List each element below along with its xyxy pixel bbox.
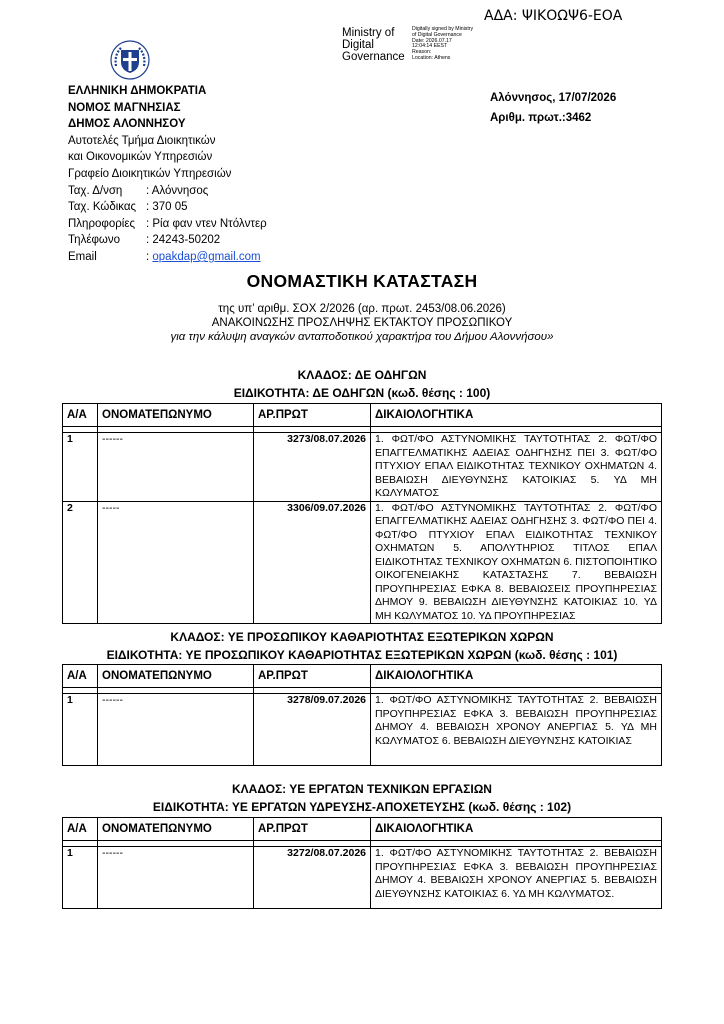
table-row	[63, 501, 662, 624]
table-row	[63, 847, 662, 909]
contact-row	[68, 232, 267, 249]
cell-documents: 1. ΦΩΤ/ΦΟ ΑΣΤΥΝΟΜΙΚΗΣ ΤΑΥΤΟΤΗΤΑΣ 2. ΒΕΒΑΙΩΣΗ ΠΡΟΥΠΗΡΕΣΙΑΣ ΕΦΚΑ 3. ΒΕΒΑΙΩΣΗ ΠΡΟΥΠΗΡΕΣΙΑΣ ΔΗΜΟΥ 4. ΒΕΒΑΙΩΣΗ ΧΡΟΝΟΥ ΑΝΕΡΓΙΑΣ 5. ΥΔ ΜΗ ΚΩΛΥΜΑΤΟΣ 6. ΒΕΒΑΙΩΣΗ ΔΙΕΥΘΥΝΣΗΣ ΚΑΤΟΙΚΙΑΣ	[371, 694, 662, 766]
col-protocol: ΑΡ.ΠΡΩΤ	[254, 404, 371, 427]
contact-row	[68, 183, 267, 200]
col-aa: Α/Α	[63, 818, 98, 841]
digital-signature-details	[412, 27, 473, 62]
section-heading	[0, 628, 724, 664]
col-aa: Α/Α	[63, 404, 98, 427]
candidates-table	[62, 403, 662, 624]
cell-name: -----	[98, 501, 254, 624]
klados-label: ΚΛΑΔΟΣ: ΥΕ ΕΡΓΑΤΩΝ ΤΕΧΝΙΚΩΝ ΕΡΓΑΣΙΩΝ	[232, 782, 492, 796]
ada-code: ΑΔΑ: ΨΙΚΟΩΨ6-ΕΟΑ	[484, 8, 623, 24]
contact-label: Ταχ. Δ/νση	[68, 184, 123, 197]
signature-detail-line: Date: 2026.07.17	[412, 37, 452, 44]
table-row	[63, 694, 662, 766]
document-subtitle	[0, 302, 724, 344]
cell-name: ------	[98, 847, 254, 909]
subtitle-line: ΑΝΑΚΟΙΝΩΣΗΣ ΠΡΟΣΛΗΨΗΣ ΕΚΤΑΚΤΟΥ ΠΡΟΣΩΠΙΚΟΥ	[211, 317, 513, 329]
eidikotita-label: ΕΙΔΙΚΟΤΗΤΑ: ΔΕ ΟΔΗΓΩΝ (κωδ. θέσης : 100)	[233, 386, 491, 400]
cell-documents: 1. ΦΩΤ/ΦΟ ΑΣΤΥΝΟΜΙΚΗΣ ΤΑΥΤΟΤΗΤΑΣ 2. ΦΩΤ/ΦΟ ΕΠΑΓΓΕΛΜΑΤΙΚΗΣ ΑΔΕΙΑΣ ΟΔΗΓΗΣΗΣ 3. ΦΩΤ/ΦΟ ΠΕΙ 4. ΦΩΤ/ΦΟ ΠΤΥΧΙΟΥ ΕΠΑΛ ΕΙΔΙΚΟΤΗΤΑΣ ΤΕΧΝΙΚΟΥ ΟΧΗΜΑΤΩΝ 5. ΑΠΟΛΥΤΗΡΙΟΣ ΤΙΤΛΟΣ ΕΠΑΛ ΕΙΔΙΚΟΤΗΤΑΣ ΤΕΧΝΙΚΟΥ ΟΧΗΜΑΤΩΝ 6. ΠΙΣΤΟΠΟΙΗΤΙΚΟ ΟΙΚΟΓΕΝΕΙΑΚΗΣ ΚΑΤΑΣΤΑΣΗΣ 7. ΒΕΒΑΙΩΣΗ ΠΡΟΥΠΗΡΕΣΙΑΣ ΕΦΚΑ 8. ΒΕΒΑΙΩΣΕΙΣ ΠΡΟΥΠΗΡΕΣΙΑΣ ΔΗΜΟΥ 9. ΒΕΒΑΙΩΣΗ ΔΙΕΥΘΥΝΣΗΣ ΚΑΤΟΙΚΙΑΣ 10. ΥΔ ΜΗ ΚΩΛΥΜΑΤΟΣ 10. ΥΔ ΠΡΟΥΠΗΡΕΣΙΑΣ	[371, 501, 662, 624]
cell-documents: 1. ΦΩΤ/ΦΟ ΑΣΤΥΝΟΜΙΚΗΣ ΤΑΥΤΟΤΗΤΑΣ 2. ΒΕΒΑΙΩΣΗ ΠΡΟΥΠΗΡΕΣΙΑΣ ΕΦΚΑ 3. ΒΕΒΑΙΩΣΗ ΠΡΟΥΠΗΡΕΣΙΑΣ ΔΗΜΟΥ 4. ΒΕΒΑΙΩΣΗ ΧΡΟΝΟΥ ΑΝΕΡΓΙΑΣ 5. ΒΕΒΑΙΩΣΗ ΔΙΕΥΘΥΝΣΗΣ ΚΑΤΟΙΚΙΑΣ 6. ΥΔ ΜΗ ΚΩΛΥΜΑΤΟΣ.	[371, 847, 662, 909]
klados-label: ΚΛΑΔΟΣ: ΔΕ ΟΔΗΓΩΝ	[297, 368, 427, 382]
cell-aa: 1	[63, 433, 98, 502]
col-protocol: ΑΡ.ΠΡΩΤ	[254, 665, 371, 688]
table-header-row	[63, 404, 662, 427]
document-date: Αλόννησος, 17/07/2026	[490, 92, 617, 104]
col-name: ΟΝΟΜΑΤΕΠΩΝΥΜΟ	[98, 404, 254, 427]
issuer-line: ΕΛΛΗΝΙΚΗ ΔΗΜΟΚΡΑΤΙΑ	[68, 85, 207, 97]
candidates-table	[62, 664, 662, 766]
eidikotita-label: ΕΙΔΙΚΟΤΗΤΑ: ΥΕ ΕΡΓΑΤΩΝ ΥΔΡΕΥΣΗΣ-ΑΠΟΧΕΤΕΥΣΗΣ (κωδ. θέσης : 102)	[152, 800, 572, 814]
signature-org-line: Digital	[342, 39, 374, 51]
signature-org-line: Ministry of	[342, 27, 395, 39]
department-line: Αυτοτελές Τμήμα Διοικητικών	[68, 134, 216, 147]
klados-label: ΚΛΑΔΟΣ: ΥΕ ΠΡΟΣΩΠΙΚΟΥ ΚΑΘΑΡΙΟΤΗΤΑΣ ΕΞΩΤΕΡΙΚΩΝ ΧΩΡΩΝ	[170, 630, 554, 644]
contact-label: Τηλέφωνο	[68, 234, 121, 247]
contact-value: : 24243-50202	[146, 234, 221, 247]
cell-protocol: 3272/08.07.2026	[254, 847, 371, 909]
cell-name: ------	[98, 433, 254, 502]
contact-value: : Αλόννησος	[146, 184, 209, 197]
contact-label: Ταχ. Κώδικας	[68, 201, 137, 214]
col-documents: ΔΙΚΑΙΟΛΟΓΗΤΙΚΑ	[371, 665, 662, 688]
eidikotita-label: ΕΙΔΙΚΟΤΗΤΑ: ΥΕ ΠΡΟΣΩΠΙΚΟΥ ΚΑΘΑΡΙΟΤΗΤΑΣ ΕΞΩΤΕΡΙΚΩΝ ΧΩΡΩΝ (κωδ. θέσης : 101)	[106, 648, 618, 662]
contact-value: : Ρία φαν ντεν Ντόλντερ	[146, 217, 267, 230]
col-aa: Α/Α	[63, 665, 98, 688]
issuer-block	[68, 83, 267, 266]
signature-org-line: Governance	[342, 51, 405, 63]
col-documents: ΔΙΚΑΙΟΛΟΓΗΤΙΚΑ	[371, 404, 662, 427]
department-line: και Οικονομικών Υπηρεσιών	[68, 151, 213, 164]
digital-signature-org	[342, 27, 405, 63]
signature-detail-line: Location: Athens	[412, 54, 451, 61]
contact-label: Email	[68, 250, 97, 263]
candidates-table	[62, 817, 662, 909]
contact-row	[68, 216, 267, 233]
document-title: ΟΝΟΜΑΣΤΙΚΗ ΚΑΤΑΣΤΑΣΗ	[246, 271, 478, 291]
contact-value: : 370 05	[146, 201, 188, 214]
cell-aa: 2	[63, 501, 98, 624]
hellenic-emblem-icon	[110, 40, 150, 80]
col-documents: ΔΙΚΑΙΟΛΟΓΗΤΙΚΑ	[371, 818, 662, 841]
col-name: ΟΝΟΜΑΤΕΠΩΝΥΜΟ	[98, 818, 254, 841]
department-line: Γραφείο Διοικητικών Υπηρεσιών	[68, 167, 232, 180]
cell-protocol: 3278/09.07.2026	[254, 694, 371, 766]
signature-detail-line: 12:04:14 EEST	[412, 43, 448, 50]
table-header-row	[63, 665, 662, 688]
email-separator: :	[146, 250, 153, 263]
cell-protocol: 3273/08.07.2026	[254, 433, 371, 502]
cell-aa: 1	[63, 694, 98, 766]
subtitle-line: της υπ’ αριθμ. ΣΟΧ 2/2026 (αρ. πρωτ. 2453/08.06.2026)	[218, 303, 506, 315]
cell-aa: 1	[63, 847, 98, 909]
col-protocol: ΑΡ.ΠΡΩΤ	[254, 818, 371, 841]
table-row	[63, 433, 662, 502]
email-link[interactable]: opakdap@gmail.com	[152, 250, 261, 263]
protocol-number: Αριθμ. πρωτ.:3462	[490, 112, 592, 124]
date-protocol-block	[490, 88, 616, 128]
signature-detail-line: Reason:	[412, 49, 432, 56]
section-heading	[0, 780, 724, 816]
table-header-row	[63, 818, 662, 841]
signature-detail-line: of Digital Governance	[412, 31, 462, 38]
issuer-line: ΝΟΜΟΣ ΜΑΓΝΗΣΙΑΣ	[68, 101, 181, 114]
issuer-line: ΔΗΜΟΣ ΑΛΟΝΝΗΣΟΥ	[68, 118, 186, 131]
section-heading	[0, 366, 724, 402]
col-name: ΟΝΟΜΑΤΕΠΩΝΥΜΟ	[98, 665, 254, 688]
contact-row	[68, 249, 267, 266]
contact-label: Πληροφορίες	[68, 217, 136, 230]
contact-row	[68, 199, 267, 216]
cell-documents: 1. ΦΩΤ/ΦΟ ΑΣΤΥΝΟΜΙΚΗΣ ΤΑΥΤΟΤΗΤΑΣ 2. ΦΩΤ/ΦΟ ΕΠΑΓΓΕΛΜΑΤΙΚΗΣ ΑΔΕΙΑΣ ΟΔΗΓΗΣΗΣ ΠΕΙ 3. ΦΩΤ/ΦΟ ΠΤΥΧΙΟΥ ΕΠΑΛ ΕΙΔΙΚΟΤΗΤΑΣ ΤΕΧΝΙΚΟΥ ΟΧΗΜΑΤΩΝ 4. ΒΕΒΑΙΩΣΗ ΔΙΕΥΘΥΝΣΗΣ ΚΑΤΟΙΚΙΑΣ 5. ΥΔ ΜΗ ΚΩΛΥΜΑΤΟΣ	[371, 433, 662, 502]
signature-detail-line: Digitally signed by Ministry	[412, 26, 474, 32]
subtitle-line: για την κάλυψη αναγκών ανταποδοτικού χαρακτήρα του Δήμου Αλοννήσου»	[170, 331, 554, 343]
cell-name: ------	[98, 694, 254, 766]
cell-protocol: 3306/09.07.2026	[254, 501, 371, 624]
